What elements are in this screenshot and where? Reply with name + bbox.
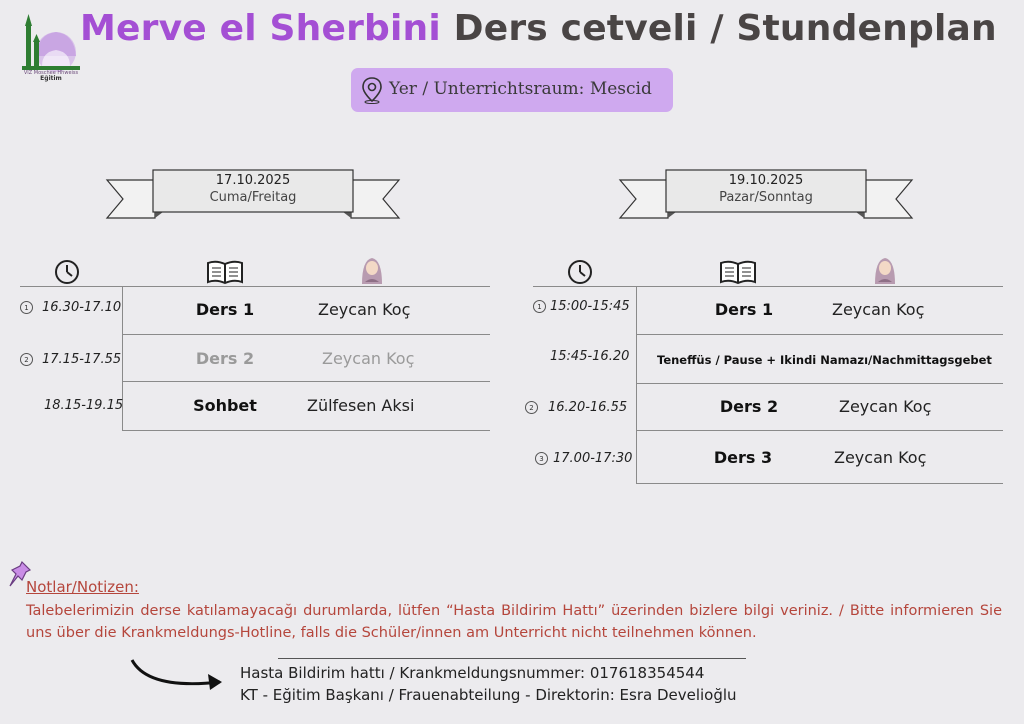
day2-row-divider xyxy=(636,483,1003,484)
notes-body: Talebelerimizin derse katılamayacağı durumlarda, lütfen “Hasta Bildirim Hattı” üzerinden bizlere bilgi veriniz. / Bitte informieren Sie uns über die Krankmeldungs-Hotline, falls die Schüler/innen am Unterricht nicht teilnehmen können. xyxy=(26,603,1002,641)
row-badge: 1 xyxy=(20,301,33,314)
row-badge: 2 xyxy=(20,353,33,366)
title-rest: Ders cetveli / Stundenplan xyxy=(453,8,997,49)
book-icon xyxy=(719,258,757,286)
day1-weekday: Cuma/Freitag xyxy=(209,190,297,205)
row-time: 16.30-17.10 xyxy=(42,300,122,315)
hotline-label: Hasta Bildirim hattı / Krankmeldungsnummer: xyxy=(240,664,590,682)
clock-icon xyxy=(567,259,593,285)
row-subject: Ders 2 xyxy=(719,397,779,416)
title-name: Merve el Sherbini xyxy=(80,8,441,49)
day2-row-divider xyxy=(636,334,1003,335)
row-time: 15:45-16.20 xyxy=(550,349,630,364)
row-subject: Ders 3 xyxy=(713,448,773,467)
row-time: 15:00-15:45 xyxy=(550,299,630,314)
hotline-number: 017618354544 xyxy=(589,664,705,682)
teacher-icon xyxy=(358,254,386,286)
row-time: 17.00-17:30 xyxy=(553,451,633,466)
page-title xyxy=(80,8,997,49)
day2-date-box xyxy=(666,172,866,206)
row-time: 18.15-19.15 xyxy=(44,398,124,413)
clock-icon xyxy=(54,259,80,285)
day1-header-rule xyxy=(20,286,490,287)
row-teacher: Zeycan Koç xyxy=(839,397,932,416)
book-icon xyxy=(206,258,244,286)
row-teacher: Zeycan Koç xyxy=(322,349,415,368)
row-teacher: Zeycan Koç xyxy=(832,300,925,319)
day2-column-divider xyxy=(636,286,637,484)
day2-row-divider xyxy=(636,430,1003,431)
logo-caption: VIZ Moschee Hhweiss Eğitim xyxy=(23,70,79,82)
row-teacher: Zülfesen Aksi xyxy=(307,396,415,415)
day2-date: 19.10.2025 xyxy=(728,173,804,188)
row-badge: 1 xyxy=(533,300,546,313)
day1-date-box xyxy=(153,172,353,206)
row-time: 17.15-17.55 xyxy=(42,352,122,367)
day1-row-divider xyxy=(122,430,490,431)
row-time: 16.20-16.55 xyxy=(548,400,628,415)
day1-row-divider xyxy=(122,381,490,382)
row-subject: Ders 2 xyxy=(195,349,255,368)
row-teacher: Zeycan Koç xyxy=(834,448,927,467)
hotline-line xyxy=(240,664,704,682)
director-line: KT - Eğitim Başkanı / Frauenabteilung - Direktorin: Esra Develioğlu xyxy=(240,686,737,704)
row-badge: 2 xyxy=(525,401,538,414)
row-badge: 3 xyxy=(535,452,548,465)
day2-weekday: Pazar/Sonntag xyxy=(719,190,813,205)
room-badge xyxy=(351,68,673,112)
row-subject: Sohbet xyxy=(193,396,257,415)
pause-label: Teneffüs / Pause + Ikindi Namazı/Nachmittagsgebet xyxy=(657,353,992,367)
day1-row-divider xyxy=(122,334,490,335)
location-pin-icon xyxy=(360,76,384,104)
row-teacher: Zeycan Koç xyxy=(318,300,411,319)
teacher-icon xyxy=(871,254,899,286)
row-subject: Ders 1 xyxy=(714,300,774,319)
day1-date: 17.10.2025 xyxy=(215,173,291,188)
day2-row-divider xyxy=(636,383,1003,384)
curved-arrow-icon xyxy=(128,654,228,694)
signature-rule xyxy=(278,658,746,659)
room-label: Yer / Unterrichtsraum: Mescid xyxy=(389,79,652,99)
notes-title: Notlar/Notizen: xyxy=(26,578,139,596)
row-subject: Ders 1 xyxy=(195,300,255,319)
day2-header-rule xyxy=(533,286,1003,287)
